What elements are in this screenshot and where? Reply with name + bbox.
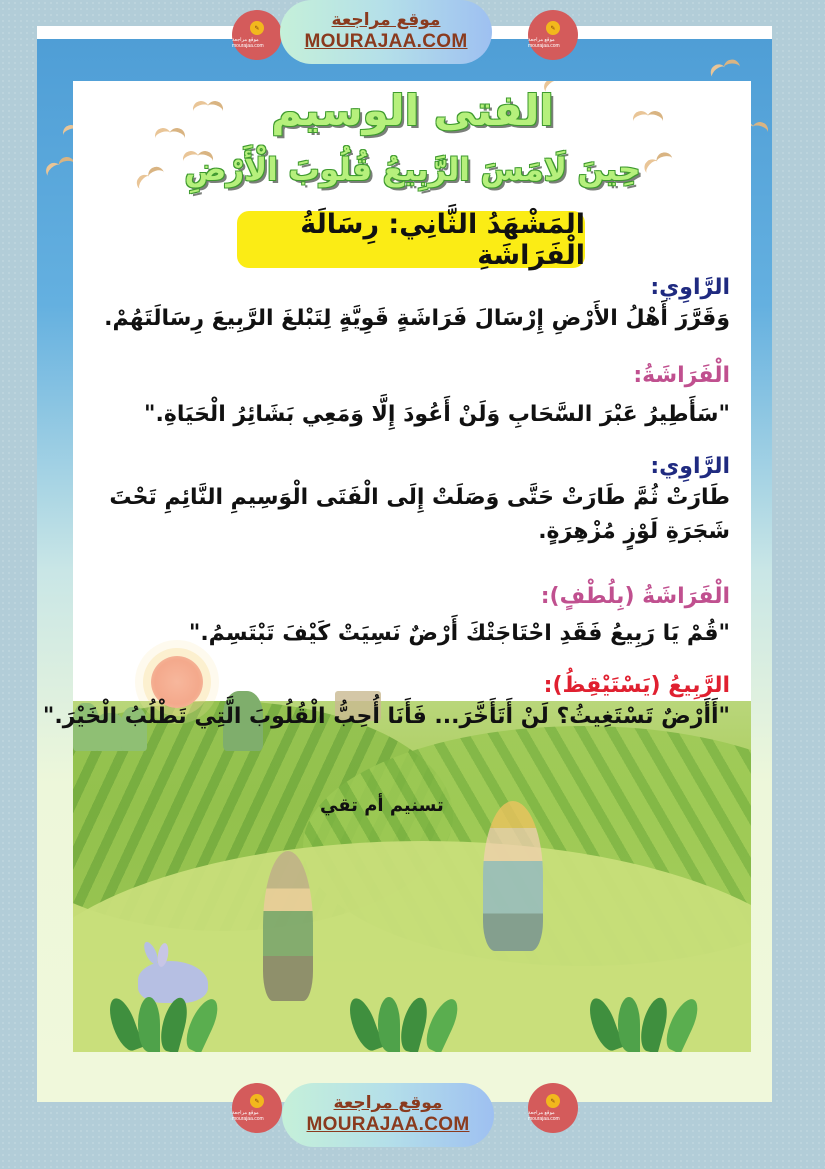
site-domain: MOURAJAA.COM [306, 1114, 470, 1135]
speech-text: "قُمْ يَا رَبِيعُ فَقَدِ احْتَاجَتْكَ أَرْضٌ نَسِيَتْ كَيْفَ تَبْتَسِمُ." [188, 621, 730, 646]
girl-figure [483, 801, 543, 951]
leaves-cluster [353, 992, 483, 1052]
site-name-arabic: موقع مراجعة [333, 1093, 443, 1113]
speech-text: وَقَرَّرَ أَهْلُ الأَرْضِ إِرْسَالَ فَرَاشَةٍ قَوِيَّةٍ لِتَبْلغَ الرَّبِيعَ رِسَالَتَهُمْ. [104, 306, 730, 331]
site-link-top[interactable] [280, 0, 492, 64]
mourajaa-logo-icon: ✎ موقع مراجعة mourajaa.com [232, 1083, 282, 1133]
story-title: الفتى الوسيم [271, 86, 554, 135]
boy-figure [263, 851, 313, 1001]
site-name-arabic: موقع مراجعة [331, 10, 441, 30]
speech-text: طَارَتْ ثُمَّ طَارَتْ حَتَّى وَصَلَتْ إِلَى الْفَتَى الْوَسِيمِ النَّائِمِ تَحْتَ شَجَرَةِ لَوْزٍ مُزْهِرَةٍ. [109, 485, 730, 544]
speaker-label: الْفَرَاشَةُ: [633, 363, 730, 388]
dialogue-entry [43, 672, 730, 734]
mourajaa-logo-icon: ✎ موقع مراجعة mourajaa.com [528, 1083, 578, 1133]
dialogue-entry [80, 453, 730, 549]
dialogue-entry [189, 583, 730, 651]
story-subtitle: حِينَ لَامَسَ الرَّبِيعُ قُلُوبَ الْأَرْضِ [184, 152, 641, 188]
site-domain: MOURAJAA.COM [304, 31, 468, 52]
mourajaa-logo-icon: ✎ موقع مراجعة mourajaa.com [232, 10, 282, 60]
speaker-label: الرَّاوِي: [650, 275, 730, 300]
speaker-label: الْفَرَاشَةُ (بِلُطْفٍ): [540, 584, 730, 609]
author-name: تسنيم أم تقي [320, 795, 444, 816]
leaves-cluster [593, 992, 723, 1052]
speaker-label: الرَّاوِي: [650, 454, 730, 479]
scene-label: المَشْهَدُ الثَّانِي: رِسَالَةُ الْفَرَاشَةِ [237, 211, 585, 268]
dialogue-entry [104, 274, 730, 336]
mourajaa-logo-icon: ✎ موقع مراجعة mourajaa.com [528, 10, 578, 60]
leaves-cluster [113, 992, 243, 1052]
speaker-label: الرَّبِيعُ (يَسْتَيْقِظُ): [543, 673, 730, 698]
speech-text: "أَأَرْضٌ تَسْتَغِيثُ؟ لَنْ أَتَأَخَّرَ... فَأَنَا أُحِبُّ الْقُلُوبَ الَّتِي تَطْلُبُ الْخَيْرَ." [42, 704, 730, 729]
dialogue-entry [144, 362, 730, 432]
meadow-illustration [73, 701, 751, 1052]
speech-text: "سَأَطِيرُ عَبْرَ السَّحَابِ وَلَنْ أَعُودَ إِلَّا وَمَعِي بَشَائِرُ الْحَيَاةِ." [144, 402, 730, 427]
site-link-bottom[interactable] [282, 1083, 494, 1147]
